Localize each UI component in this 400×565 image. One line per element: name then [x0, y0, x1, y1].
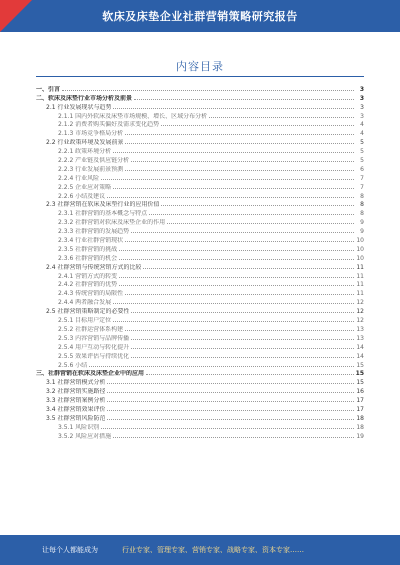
toc-entry-text: 2.1.3 市场竞争格局分析	[58, 130, 124, 138]
toc-entry[interactable]	[36, 111, 364, 120]
toc-page-number: 18	[356, 414, 364, 422]
toc-entry[interactable]	[36, 297, 364, 306]
toc-entry[interactable]	[36, 342, 364, 351]
table-of-contents	[36, 84, 364, 440]
toc-page-number: 5	[360, 148, 364, 156]
toc-page-number: 3	[360, 103, 364, 111]
toc-entry[interactable]	[36, 120, 364, 129]
toc-page-number: 13	[356, 325, 364, 333]
toc-entry[interactable]	[36, 217, 364, 226]
toc-leader-dots	[161, 205, 354, 206]
toc-page-number: 17	[356, 405, 364, 413]
toc-entry-text: 2.3.3 社群营销的发展趋势	[58, 228, 130, 236]
toc-entry-text: 2.4 社群营销与传统营销方式的比较	[46, 263, 142, 271]
toc-page-number: 11	[356, 272, 364, 280]
toc-entry-text: 3.5.1 风险识别	[58, 423, 100, 431]
toc-entry-text: 2.2.3 行业发展前景预测	[58, 165, 124, 173]
toc-page-number: 8	[360, 210, 364, 218]
toc-entry[interactable]	[36, 360, 364, 369]
toc-entry[interactable]	[36, 422, 364, 431]
toc-entry-text: 3.4 社群营销效果评价	[46, 405, 106, 413]
toc-entry-text: 2.1.1 国内外软床及床垫市场规模、增长、区域分布分析	[58, 112, 208, 120]
toc-leader-dots	[167, 223, 354, 224]
toc-leader-dots	[125, 134, 354, 135]
toc-leader-dots	[89, 366, 354, 367]
toc-entry[interactable]	[36, 288, 364, 297]
toc-entry[interactable]	[36, 404, 364, 413]
toc-leader-dots	[101, 428, 354, 429]
toc-page-number: 17	[356, 397, 364, 405]
toc-entry-text: 二、软床及床垫行业市场分析及前景	[36, 94, 133, 102]
toc-page-number: 14	[356, 343, 364, 351]
toc-entry-text: 2.5.3 内容营销与品牌传播	[58, 334, 130, 342]
toc-page-number: 3	[359, 85, 364, 93]
toc-entry-text: 3.5.2 风险应对措施	[58, 432, 112, 440]
toc-leader-dots	[125, 143, 354, 144]
toc-entry[interactable]	[36, 244, 364, 253]
toc-leader-dots	[113, 303, 354, 304]
report-title: 软床及床垫企业社群营销策略研究报告	[102, 10, 298, 23]
footer-slogan: 让每个人都能成为	[42, 546, 98, 554]
toc-entry-text: 2.4.2 社群营销的优势	[58, 281, 118, 289]
toc-entry-text: 2.2.2 产业链及供应链分析	[58, 157, 130, 165]
toc-leader-dots	[107, 401, 354, 402]
footer-roles: 行业专家、管理专家、营销专家、战略专家、资本专家……	[122, 546, 304, 554]
toc-leader-dots	[131, 357, 354, 358]
toc-entry-text: 2.3.4 行业社群营销现状	[58, 237, 124, 245]
toc-page-number: 4	[360, 130, 364, 138]
toc-leader-dots	[119, 285, 354, 286]
toc-leader-dots	[113, 152, 354, 153]
toc-page-number: 12	[356, 299, 364, 307]
toc-page-number: 5	[360, 139, 364, 147]
toc-entry[interactable]	[36, 413, 364, 422]
toc-entry-text: 2.5.4 用户互动与转化提升	[58, 343, 130, 351]
toc-entry-text: 2.2.5 企业应对策略	[58, 183, 112, 191]
toc-page-number: 9	[360, 219, 364, 227]
toc-page-number: 19	[356, 432, 364, 440]
toc-heading: 内容目录	[176, 60, 224, 73]
toc-leader-dots	[107, 410, 354, 411]
toc-entry[interactable]	[36, 93, 364, 102]
toc-page-number: 9	[360, 228, 364, 236]
toc-leader-dots	[107, 419, 354, 420]
toc-page-number: 8	[360, 192, 364, 200]
toc-leader-dots	[125, 241, 354, 242]
toc-entry-text: 2.4.1 营销方式的转变	[58, 272, 118, 280]
toc-leader-dots	[131, 348, 354, 349]
toc-entry[interactable]	[36, 324, 364, 333]
toc-leader-dots	[131, 312, 354, 313]
toc-leader-dots	[113, 108, 354, 109]
toc-leader-dots	[125, 294, 354, 295]
toc-page-number: 10	[356, 237, 364, 245]
toc-leader-dots	[125, 170, 354, 171]
toc-entry-text: 3.1 社群营销模式分析	[46, 379, 106, 387]
toc-page-number: 10	[356, 254, 364, 262]
toc-leader-dots	[101, 179, 354, 180]
toc-entry[interactable]	[36, 395, 364, 404]
toc-page-number: 15	[356, 379, 364, 387]
toc-entry[interactable]	[36, 182, 364, 191]
toc-leader-dots	[113, 321, 354, 322]
toc-entry[interactable]	[36, 315, 364, 324]
toc-leader-dots	[149, 214, 354, 215]
toc-leader-dots	[107, 383, 354, 384]
toc-entry[interactable]	[36, 351, 364, 360]
toc-page-number: 7	[360, 183, 364, 191]
toc-entry[interactable]	[36, 280, 364, 289]
toc-entry[interactable]	[36, 262, 364, 271]
toc-entry-text: 2.5.1 目标用户定位	[58, 317, 112, 325]
toc-entry[interactable]	[36, 164, 364, 173]
toc-entry-text: 2.3.5 社群营销的挑战	[58, 245, 118, 253]
toc-entry[interactable]	[36, 146, 364, 155]
toc-page-number: 10	[356, 245, 364, 253]
toc-page-number: 12	[356, 308, 364, 316]
toc-entry-text: 2.1 行业发展现状与趋势	[46, 103, 112, 111]
toc-leader-dots	[107, 392, 354, 393]
toc-leader-dots	[146, 374, 354, 375]
toc-entry-text: 三、社群营销在软床及床垫企业中的应用	[36, 370, 145, 378]
toc-leader-dots	[119, 250, 354, 251]
toc-entry[interactable]	[36, 253, 364, 262]
toc-entry[interactable]	[36, 306, 364, 315]
footer-bar	[0, 535, 400, 565]
toc-page-number: 15	[355, 370, 364, 378]
toc-leader-dots	[107, 197, 354, 198]
toc-entry[interactable]	[36, 84, 364, 93]
toc-page-number: 8	[360, 201, 364, 209]
toc-leader-dots	[113, 437, 354, 438]
toc-page-number: 5	[360, 157, 364, 165]
toc-entry-text: 2.5.5 效果评估与持续优化	[58, 352, 130, 360]
toc-entry[interactable]	[36, 102, 364, 111]
toc-page-number: 6	[360, 165, 364, 173]
toc-entry-text: 3.2 社群营销实施路径	[46, 388, 106, 396]
toc-page-number: 11	[356, 290, 364, 298]
toc-entry-text: 2.3.2 社群营销对软床及床垫企业的作用	[58, 219, 166, 227]
toc-entry[interactable]	[36, 369, 364, 378]
toc-leader-dots	[131, 161, 354, 162]
toc-entry[interactable]	[36, 128, 364, 137]
toc-entry[interactable]	[36, 137, 364, 146]
toc-entry[interactable]	[36, 377, 364, 386]
toc-leader-dots	[134, 99, 354, 100]
toc-leader-dots	[125, 330, 354, 331]
toc-entry-text: 2.5.2 社群运营体系构建	[58, 325, 124, 333]
toc-entry[interactable]	[36, 386, 364, 395]
toc-leader-dots	[62, 90, 354, 91]
toc-leader-dots	[131, 339, 354, 340]
toc-page-number: 11	[356, 263, 364, 271]
toc-page-number: 14	[356, 352, 364, 360]
toc-entry[interactable]	[36, 271, 364, 280]
toc-page-number: 3	[360, 112, 364, 120]
toc-entry-text: 2.2 行业政策环境及发展前景	[46, 139, 124, 147]
toc-leader-dots	[143, 268, 354, 269]
toc-entry[interactable]	[36, 431, 364, 440]
toc-page-number: 11	[356, 281, 364, 289]
toc-entry[interactable]	[36, 208, 364, 217]
toc-entry[interactable]	[36, 333, 364, 342]
toc-entry-text: 2.2.1 政策环境分析	[58, 148, 112, 156]
header-bar	[0, 0, 400, 32]
toc-page-number: 4	[360, 121, 364, 129]
toc-entry[interactable]	[36, 226, 364, 235]
toc-page-number: 15	[356, 361, 364, 369]
toc-entry[interactable]	[36, 173, 364, 182]
toc-leader-dots	[113, 188, 354, 189]
toc-entry-text: 2.3 社群营销在软床及床垫行业的应用价值	[46, 201, 160, 209]
toc-leader-dots	[119, 277, 354, 278]
toc-entry-text: 2.3.6 社群营销的机会	[58, 254, 118, 262]
toc-entry-text: 2.5 社群营销策略制定的必要性	[46, 308, 130, 316]
toc-divider	[36, 76, 364, 77]
toc-page-number: 13	[356, 334, 364, 342]
toc-leader-dots	[161, 125, 354, 126]
toc-entry[interactable]	[36, 155, 364, 164]
toc-page-number: 12	[356, 317, 364, 325]
toc-page-number: 7	[360, 174, 364, 182]
toc-entry-text: 2.4.4 两者融合发展	[58, 299, 112, 307]
toc-page-number: 16	[356, 388, 364, 396]
toc-entry-text: 2.1.2 消费者购买偏好及需求变化趋势	[58, 121, 160, 129]
toc-entry-text: 3.3 社群营销案例分析	[46, 397, 106, 405]
toc-leader-dots	[209, 117, 354, 118]
toc-entry-text: 2.2.4 行业风险	[58, 174, 100, 182]
toc-entry-text: 2.2.6 小结及建议	[58, 192, 106, 200]
toc-page-number: 3	[359, 94, 364, 102]
toc-entry[interactable]	[36, 191, 364, 200]
toc-entry-text: 2.3.1 社群营销的基本概念与特点	[58, 210, 148, 218]
toc-leader-dots	[119, 259, 354, 260]
toc-page-number: 18	[356, 423, 364, 431]
toc-entry-text: 2.5.6 小结	[58, 361, 88, 369]
toc-entry-text: 2.4.3 传统营销的局限性	[58, 290, 124, 298]
toc-leader-dots	[131, 232, 354, 233]
toc-entry[interactable]	[36, 235, 364, 244]
toc-entry[interactable]	[36, 200, 364, 209]
toc-entry-text: 3.5 社群营销风险防范	[46, 414, 106, 422]
toc-entry-text: 一、引言	[36, 85, 61, 93]
